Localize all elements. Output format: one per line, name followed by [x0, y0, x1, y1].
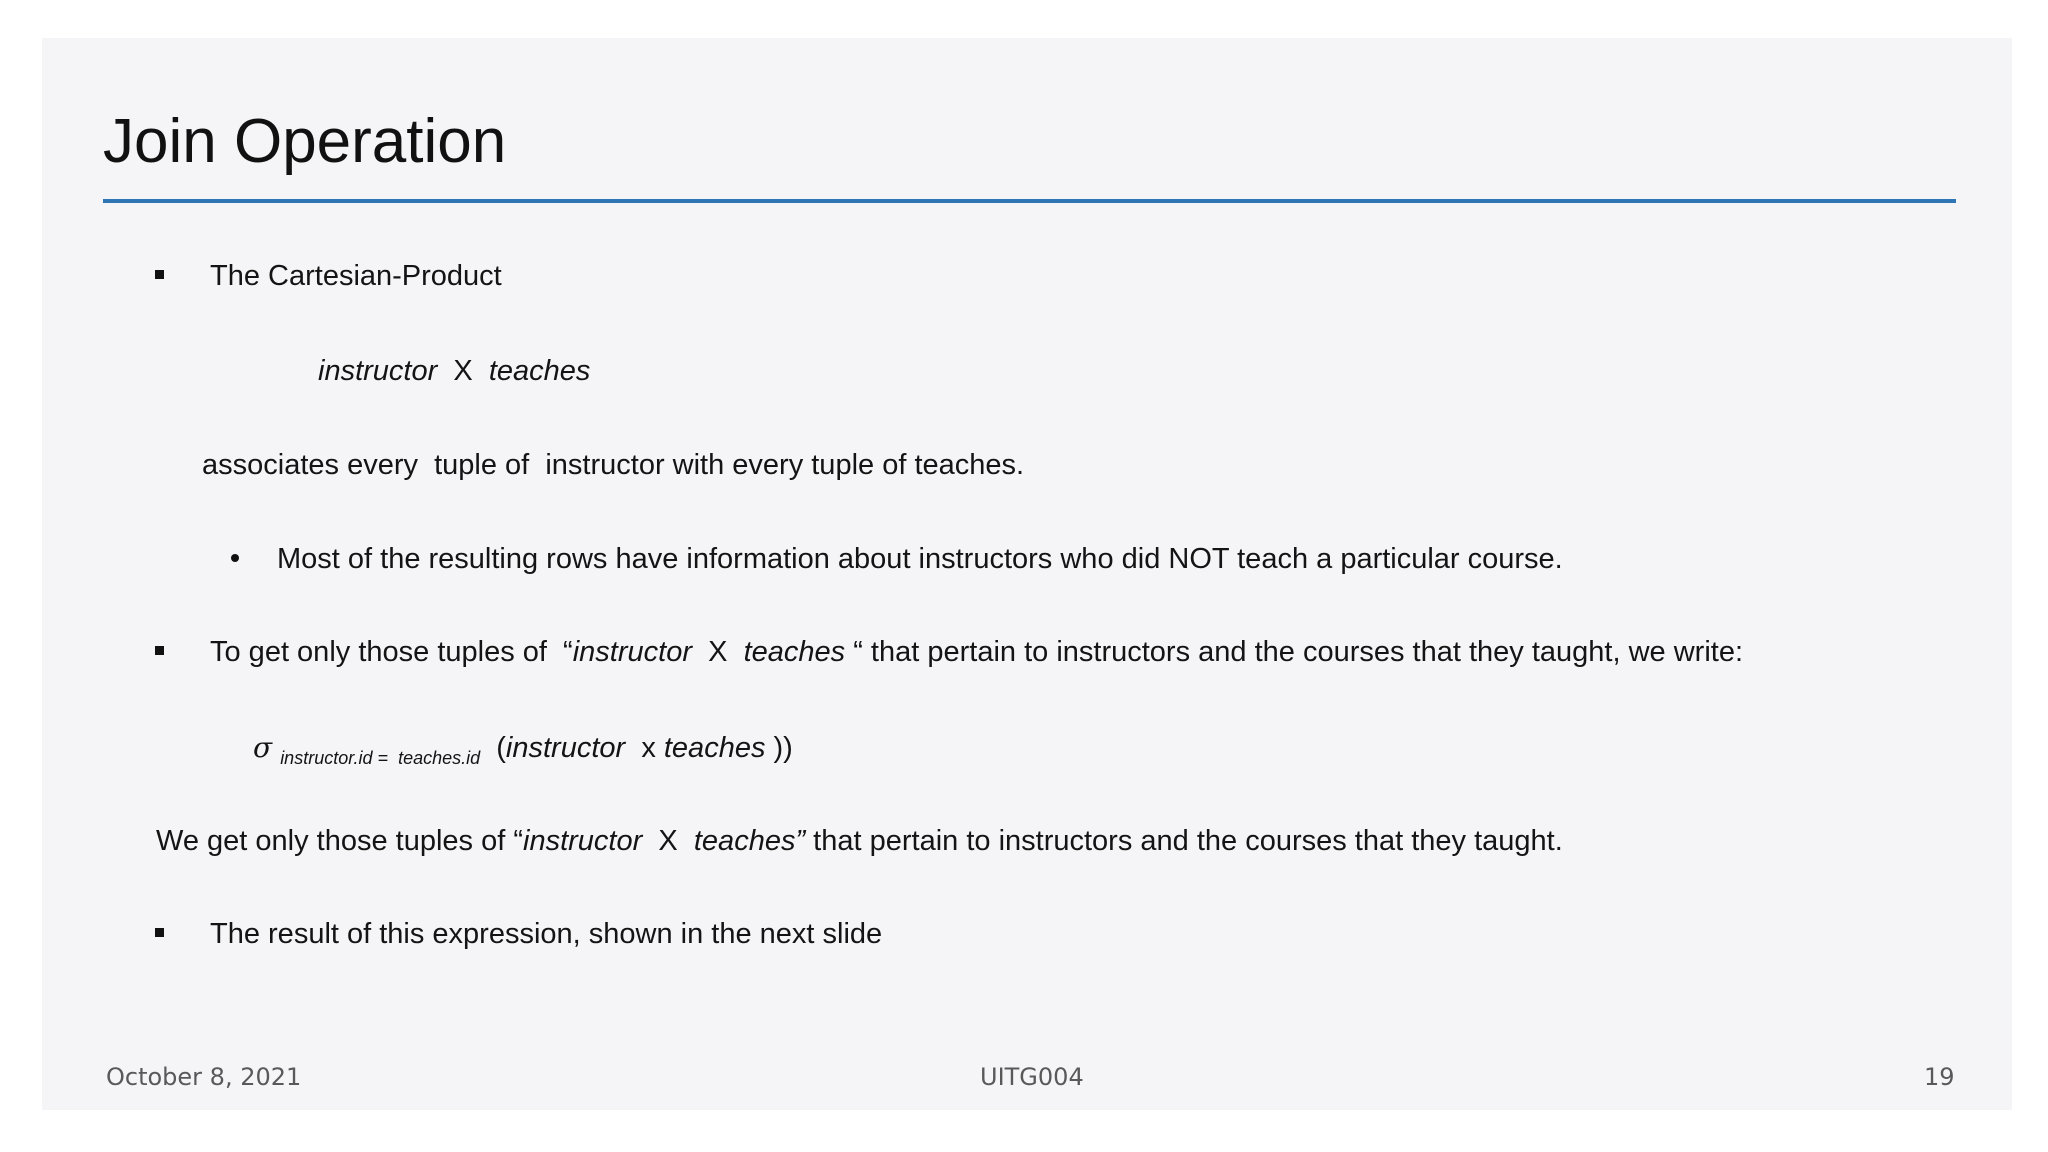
expr-relation-left: instructor [318, 355, 438, 387]
square-bullet-icon [155, 928, 164, 937]
subbullet-text: Most of the resulting rows have information about instructors who did NOT teach a particular course. [277, 543, 1563, 575]
expr-relation-right: teaches [488, 355, 591, 387]
result-text [156, 821, 1563, 861]
bullet-cartesian-product: The Cartesian-Product [210, 260, 502, 292]
bullet-selection-intro [210, 632, 1743, 672]
selection-predicate: instructor.id = teaches.id [280, 748, 481, 768]
result-operator: X [658, 825, 678, 857]
bullet2-pre: To get only those tuples of “ [210, 636, 573, 668]
square-bullet-icon [155, 646, 164, 655]
footer-page-number: 19 [1924, 1063, 1955, 1091]
bullet2-post: “ that pertain to instructors and the courses that they taught, we write: [845, 636, 1744, 668]
selection-relation-left: instructor [505, 732, 626, 764]
result-relation-left: instructor [523, 825, 643, 857]
bullet-next-slide: The result of this expression, shown in the next slide [210, 918, 883, 950]
slide-title: Join Operation [103, 107, 507, 176]
title-divider [103, 199, 1956, 203]
expr-close-paren: )) [765, 732, 793, 764]
cartesian-expression [318, 351, 590, 391]
result-post: that pertain to instructors and the courses that they taught. [805, 825, 1563, 857]
sigma-symbol: σ [253, 731, 273, 764]
result-pre: We get only those tuples of “ [156, 825, 524, 857]
associates-text: associates every tuple of instructor with every tuple of teaches. [202, 449, 1025, 481]
bullet2-relation-left: instructor [572, 636, 692, 668]
footer-date: October 8, 2021 [106, 1063, 302, 1091]
round-bullet-icon [231, 554, 239, 562]
result-relation-right: teaches” [693, 825, 806, 857]
expr-operator: X [453, 355, 473, 387]
selection-operator: x [641, 732, 656, 764]
selection-relation-right: teaches [663, 732, 766, 764]
expr-open-paren: ( [496, 732, 506, 764]
bullet2-relation-right: teaches [743, 636, 846, 668]
bullet2-operator: X [708, 636, 728, 668]
selection-expression [253, 728, 793, 771]
square-bullet-icon [155, 270, 164, 279]
footer-course-code: UITG004 [980, 1063, 1084, 1091]
